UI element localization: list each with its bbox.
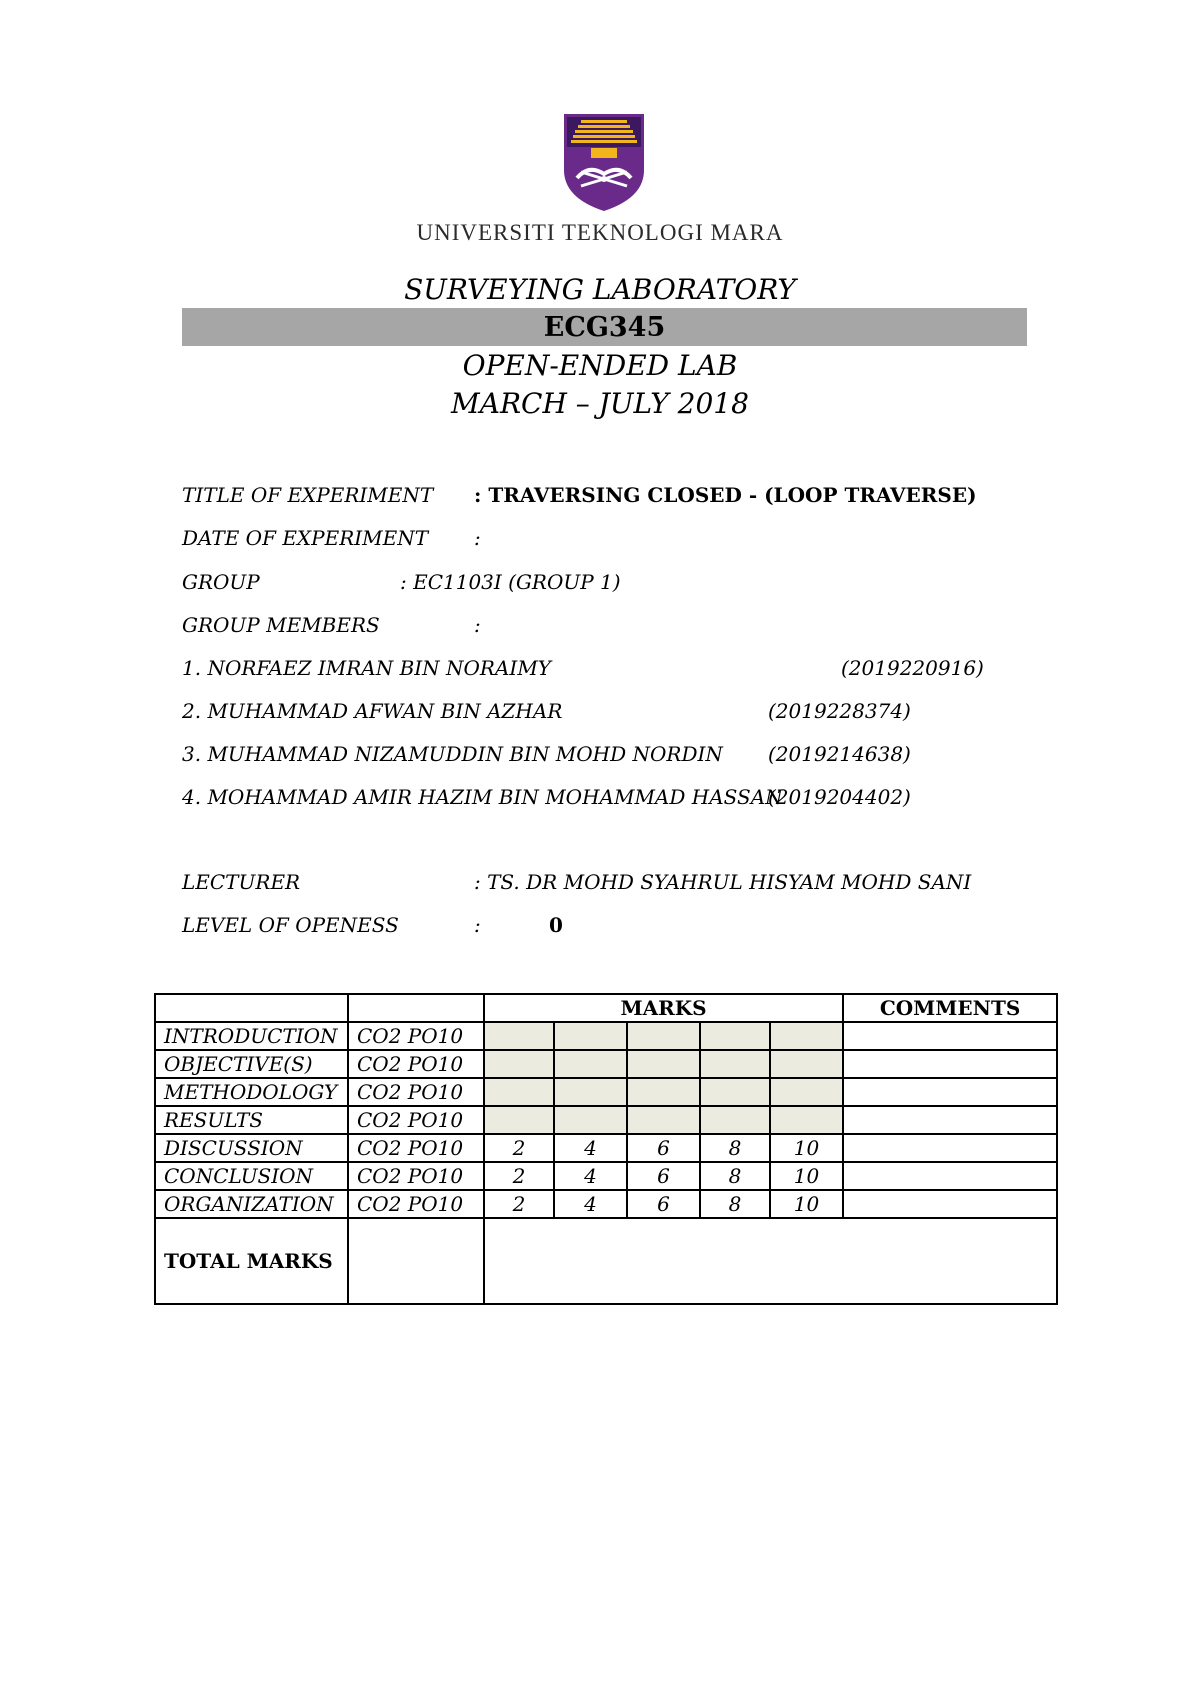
total-marks-label: TOTAL MARKS — [155, 1218, 348, 1304]
comment-cell[interactable] — [843, 1050, 1057, 1078]
score-cell[interactable] — [627, 1050, 700, 1078]
members-value: : — [474, 613, 481, 637]
score-cell[interactable] — [484, 1106, 554, 1134]
member-name: 4. MOHAMMAD AMIR HAZIM BIN MOHAMMAD HASSAN — [182, 785, 783, 809]
date-label: DATE OF EXPERIMENT — [182, 526, 429, 550]
date-value: : — [474, 526, 481, 550]
uitm-logo — [563, 112, 645, 212]
member-id: (2019228374) — [768, 699, 911, 723]
title-label: TITLE OF EXPERIMENT — [182, 483, 434, 507]
co-cell: CO2 PO10 — [348, 1134, 484, 1162]
header-blank — [155, 994, 348, 1022]
member-name: 3. MUHAMMAD NIZAMUDDIN BIN MOHD NORDIN — [182, 742, 723, 766]
group-value: : EC1103I (GROUP 1) — [400, 570, 621, 594]
score-cell[interactable] — [627, 1022, 700, 1050]
total-row — [155, 1218, 1057, 1304]
score-cell[interactable] — [770, 1106, 843, 1134]
member-name: 2. MUHAMMAD AFWAN BIN AZHAR — [182, 699, 563, 723]
marks-header: MARKS — [484, 994, 843, 1022]
criterion-cell: RESULTS — [155, 1106, 348, 1134]
table-row — [155, 1162, 1057, 1190]
score-cell[interactable]: 2 — [484, 1134, 554, 1162]
comment-cell[interactable] — [843, 1106, 1057, 1134]
table-row — [155, 1050, 1057, 1078]
score-cell[interactable]: 10 — [770, 1134, 843, 1162]
co-cell: CO2 PO10 — [348, 1050, 484, 1078]
score-cell[interactable]: 6 — [627, 1190, 700, 1218]
score-cell[interactable] — [627, 1078, 700, 1106]
lecturer-label: LECTURER — [182, 870, 301, 894]
university-name: UNIVERSITI TEKNOLOGI MARA — [416, 220, 784, 245]
comment-cell[interactable] — [843, 1022, 1057, 1050]
score-cell[interactable] — [627, 1106, 700, 1134]
score-cell[interactable] — [770, 1050, 843, 1078]
co-cell: CO2 PO10 — [348, 1078, 484, 1106]
score-cell[interactable]: 2 — [484, 1162, 554, 1190]
score-cell[interactable]: 4 — [554, 1190, 627, 1218]
score-cell[interactable]: 2 — [484, 1190, 554, 1218]
score-cell[interactable] — [770, 1022, 843, 1050]
marks-table — [154, 993, 1058, 1305]
table-row — [155, 1190, 1057, 1218]
score-cell[interactable] — [484, 1050, 554, 1078]
score-cell[interactable] — [700, 1106, 770, 1134]
criterion-cell: OBJECTIVE(S) — [155, 1050, 348, 1078]
table-row — [155, 1106, 1057, 1134]
lecturer-value: : TS. DR MOHD SYAHRUL HISYAM MOHD SANI — [474, 870, 972, 894]
co-cell: CO2 PO10 — [348, 1022, 484, 1050]
table-row — [155, 1022, 1057, 1050]
criterion-cell: INTRODUCTION — [155, 1022, 348, 1050]
score-cell[interactable]: 4 — [554, 1162, 627, 1190]
score-cell[interactable]: 4 — [554, 1134, 627, 1162]
title-value: : TRAVERSING CLOSED - (LOOP TRAVERSE) — [474, 483, 977, 507]
openess-colon: : — [474, 913, 481, 937]
score-cell[interactable] — [700, 1022, 770, 1050]
score-cell[interactable] — [484, 1078, 554, 1106]
score-cell[interactable]: 8 — [700, 1190, 770, 1218]
member-name: 1. NORFAEZ IMRAN BIN NORAIMY — [182, 656, 552, 680]
comment-cell[interactable] — [843, 1162, 1057, 1190]
header-blank — [348, 994, 484, 1022]
semester: MARCH – JULY 2018 — [451, 387, 749, 420]
member-id: (2019214638) — [768, 742, 911, 766]
score-cell[interactable]: 8 — [700, 1162, 770, 1190]
table-header-row — [155, 994, 1057, 1022]
openess-value: 0 — [549, 913, 563, 937]
course-code: ECG345 — [182, 308, 1027, 346]
score-cell[interactable] — [484, 1022, 554, 1050]
criterion-cell: DISCUSSION — [155, 1134, 348, 1162]
score-cell[interactable]: 8 — [700, 1134, 770, 1162]
comment-cell[interactable] — [843, 1134, 1057, 1162]
table-row — [155, 1078, 1057, 1106]
openess-label: LEVEL OF OPENESS — [182, 913, 399, 937]
score-cell[interactable] — [700, 1050, 770, 1078]
member-id: (2019204402) — [768, 785, 911, 809]
co-cell: CO2 PO10 — [348, 1190, 484, 1218]
score-cell[interactable]: 10 — [770, 1190, 843, 1218]
score-cell[interactable]: 10 — [770, 1162, 843, 1190]
score-cell[interactable] — [554, 1050, 627, 1078]
lab-title: SURVEYING LABORATORY — [404, 273, 796, 306]
score-cell[interactable]: 6 — [627, 1162, 700, 1190]
co-cell: CO2 PO10 — [348, 1162, 484, 1190]
score-cell[interactable] — [554, 1106, 627, 1134]
total-marks-value[interactable] — [484, 1218, 1057, 1304]
score-cell[interactable]: 6 — [627, 1134, 700, 1162]
comment-cell[interactable] — [843, 1078, 1057, 1106]
score-cell[interactable] — [554, 1022, 627, 1050]
criterion-cell: METHODOLOGY — [155, 1078, 348, 1106]
member-id: (2019220916) — [841, 656, 984, 680]
comment-cell[interactable] — [843, 1190, 1057, 1218]
lab-type: OPEN-ENDED LAB — [462, 349, 738, 382]
table-row — [155, 1134, 1057, 1162]
score-cell[interactable] — [700, 1078, 770, 1106]
co-cell: CO2 PO10 — [348, 1106, 484, 1134]
comments-header: COMMENTS — [843, 994, 1057, 1022]
total-blank-cell — [348, 1218, 484, 1304]
criterion-cell: ORGANIZATION — [155, 1190, 348, 1218]
criterion-cell: CONCLUSION — [155, 1162, 348, 1190]
score-cell[interactable] — [554, 1078, 627, 1106]
members-label: GROUP MEMBERS — [182, 613, 380, 637]
score-cell[interactable] — [770, 1078, 843, 1106]
group-label: GROUP — [182, 570, 260, 594]
